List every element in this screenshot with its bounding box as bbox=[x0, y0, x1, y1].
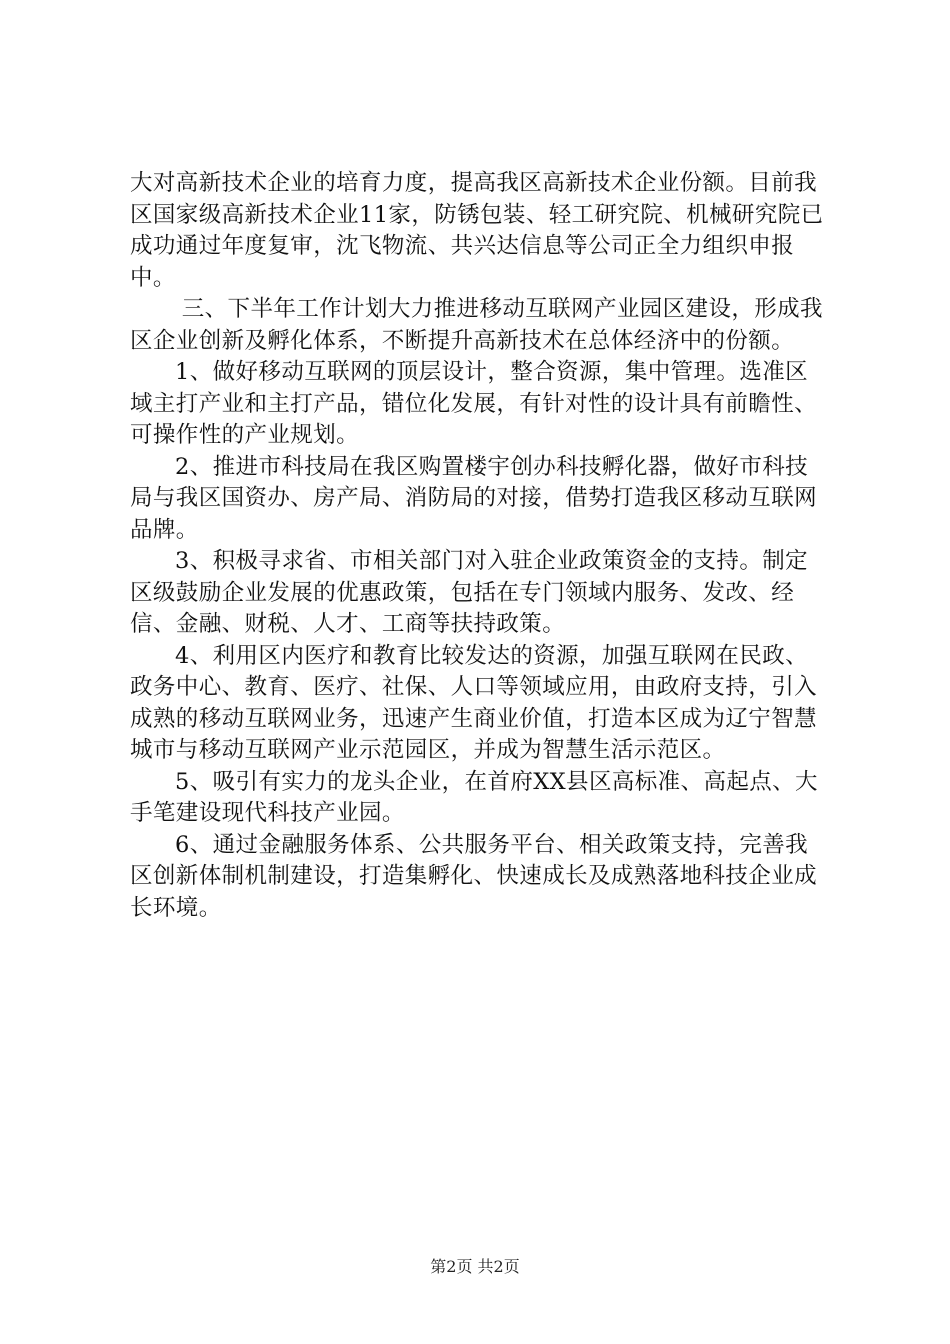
paragraph-item-1: 1、做好移动互联网的顶层设计，整合资源，集中管理。选准区域主打产业和主打产品，错位化发展，有针对性的设计具有前瞻性、可操作性的产业规划。 bbox=[130, 359, 818, 448]
document-body bbox=[130, 168, 830, 924]
paragraph-item-4: 4、利用区内医疗和教育比较发达的资源，加强互联网在民政、政务中心、教育、医疗、社保、人口等领域应用，由政府支持，引入成熟的移动互联网业务，迅速产生商业价值，打造本区成为辽宁智慧城市与移动互联网产业示范园区，并成为智慧生活示范区。 bbox=[130, 642, 818, 763]
page-footer: 第2页 共2页 bbox=[430, 1257, 520, 1276]
paragraph-item-6: 6、通过金融服务体系、公共服务平台、相关政策支持，完善我区创新体制机制建设，打造集孵化、快速成长及成熟落地科技企业成长环境。 bbox=[130, 831, 818, 921]
paragraph-continuation: 大对高新技术企业的培育力度，提高我区高新技术企业份额。目前我区国家级高新技术企业11家，防锈包装、轻工研究院、机械研究院已成功通过年度复审，沈飞物流、共兴达信息等公司正全力组织申报中。 bbox=[130, 170, 824, 291]
paragraph-item-3: 3、积极寻求省、市相关部门对入驻企业政策资金的支持。制定区级鼓励企业发展的优惠政策，包括在专门领域内服务、发改、经信、金融、财税、人才、工商等扶持政策。 bbox=[130, 548, 809, 637]
paragraph-item-5: 5、吸引有实力的龙头企业，在首府XX县区高标准、高起点、大手笔建设现代科技产业园。 bbox=[130, 768, 818, 826]
paragraph-item-2: 2、推进市科技局在我区购置楼宇创办科技孵化器，做好市科技局与我区国资办、房产局、消防局的对接，借势打造我区移动互联网品牌。 bbox=[130, 453, 818, 543]
paragraph-section-three: 三、下半年工作计划大力推进移动互联网产业园区建设，形成我区企业创新及孵化体系，不断提升高新技术在总体经济中的份额。 bbox=[130, 296, 823, 354]
